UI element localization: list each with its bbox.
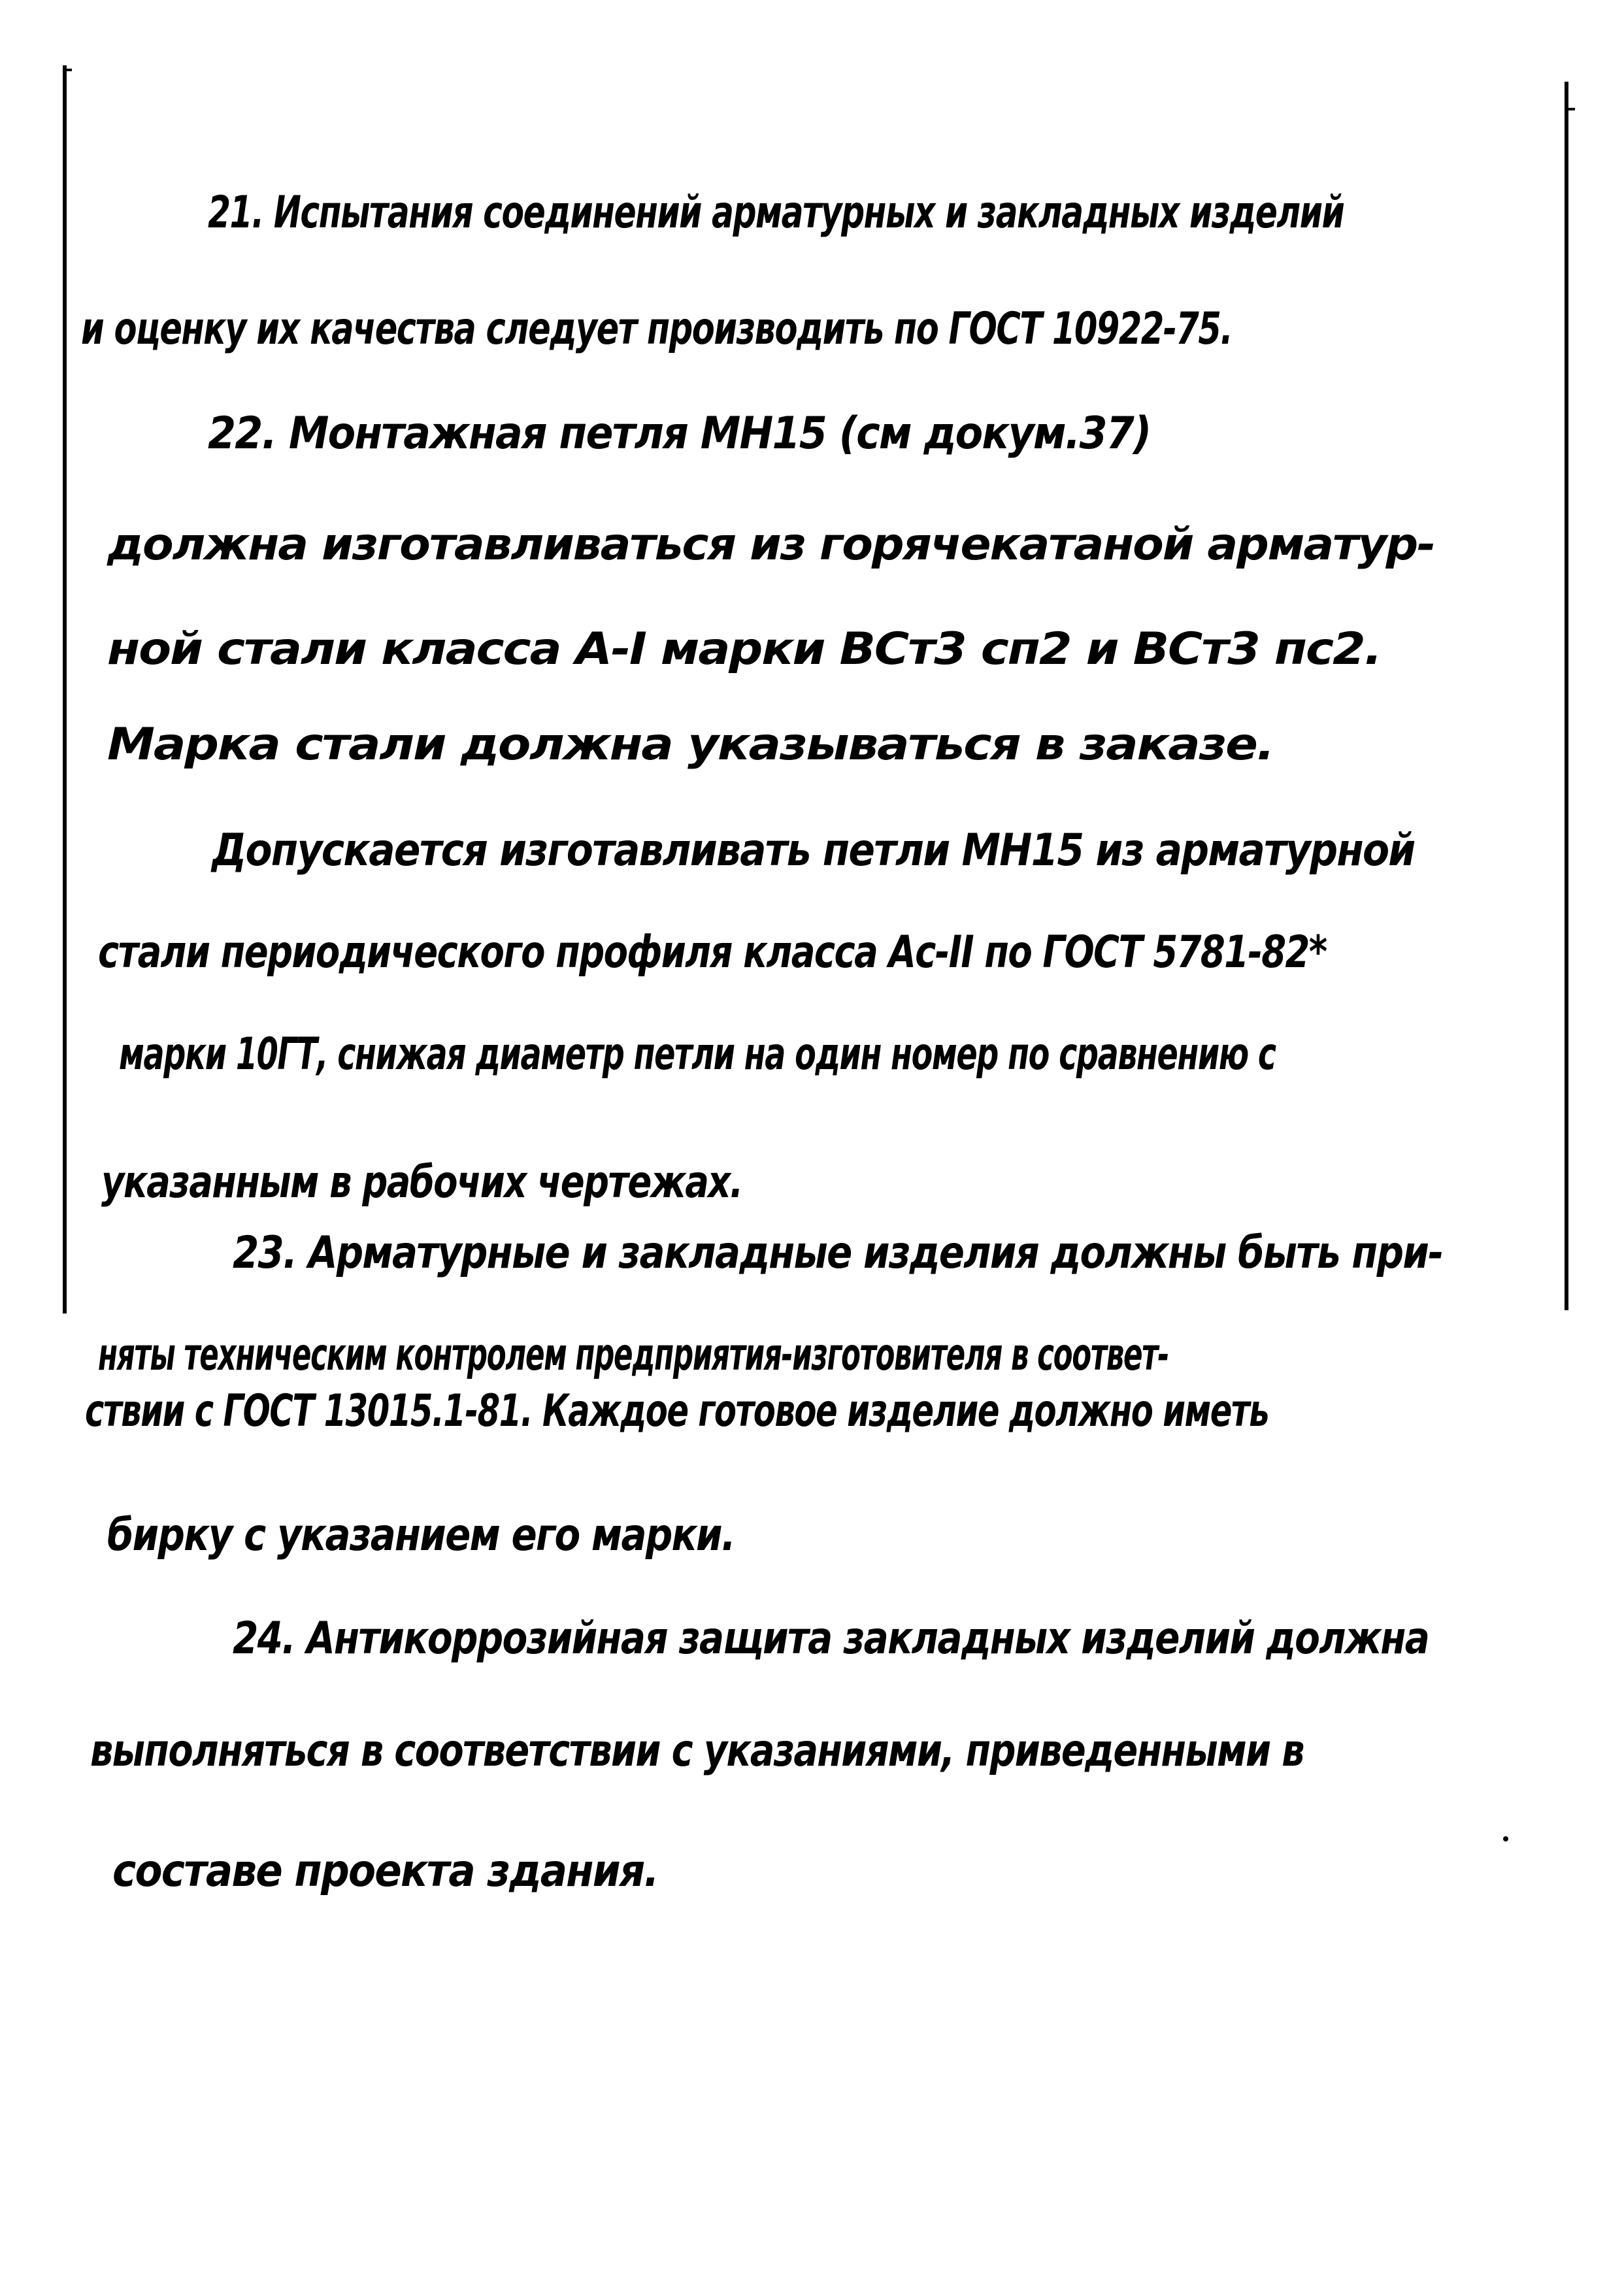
text-line-13: ствии с ГОСТ 13015.1-81. Каждое готовое изделие должно иметь [85,1385,1269,1437]
text-line-12: няты техническим контролем предприятия-изготовителя в соответ- [98,1329,1169,1381]
text-line-14: бирку с указанием его марки. [107,1510,735,1561]
text-line-1: 21. Испытания соединений арматурных и закладных изделий [208,187,1344,239]
text-line-15: 24. Антикоррозийная защита закладных изделий должна [233,1613,1429,1664]
text-line-2: и оценку их качества следует производить по ГОСТ 10922-75. [81,303,1233,355]
text-line-8: стали периодического профиля класса Ас-II по ГОСТ 5781-82* [98,927,1327,978]
text-line-9: марки 10ГТ, снижая диаметр петли на один номер по сравнению с [119,1029,1276,1080]
text-line-4: должна изготавливаться из горячекатаной арматур- [107,519,1434,570]
text-line-5: ной стали класса А-I марки ВСт3 сп2 и ВСт3 пс2. [107,623,1382,675]
text-line-16: выполняться в соответствии с указаниями, приведенными в [90,1725,1304,1777]
text-line-10: указанным в рабочих чертежах. [101,1157,742,1208]
text-line-17: составе проекта здания. [112,1845,658,1897]
right-corner-tick [1568,108,1575,110]
left-corner-tick [65,69,72,71]
text-line-3: 22. Монтажная петля МН15 (см докум.37) [208,408,1151,459]
text-line-11: 23. Арматурные и закладные изделия должны быть при- [233,1227,1443,1279]
right-border-line [1565,82,1568,1310]
text-line-6: Марка стали должна указываться в заказе. [107,719,1274,770]
text-line-7: Допускается изготавливать петли МН15 из арматурной [212,825,1415,876]
left-border-line [63,65,67,1313]
stray-mark [1503,1836,1508,1841]
